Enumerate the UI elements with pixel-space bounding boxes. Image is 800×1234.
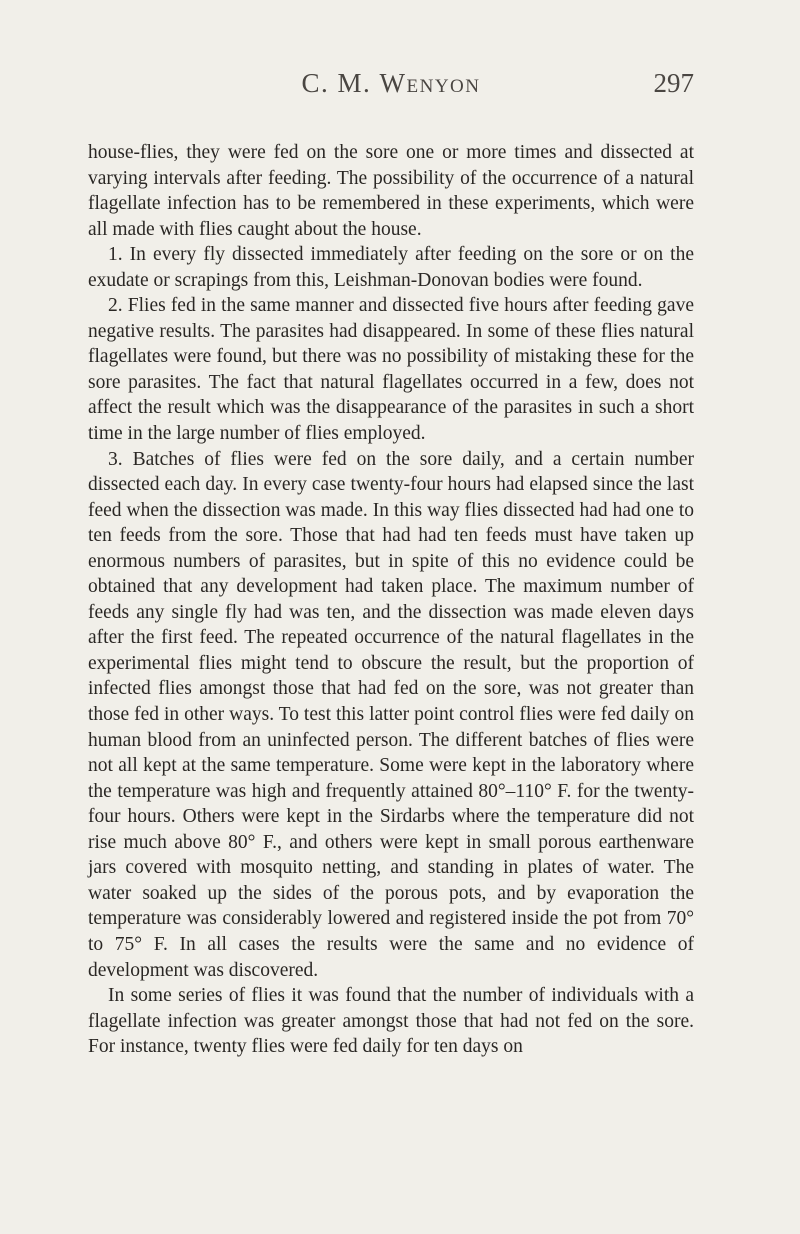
body-text xyxy=(88,140,694,1060)
paragraph: 3. Batches of flies were fed on the sore daily, and a certain number dissected each day. In every case twenty-four hours had elapsed since the last feed when the dissection was made. In this way flies dissected had had one to ten feeds from the sore. Those that had had ten feeds must have taken up enormous numbers of parasites, but in spite of this no evidence could be obtained that any development had taken place. The maximum number of feeds any single fly had was ten, and the dissection was made eleven days after the first feed. The repeated occurrence of the natural flagellates in the experimental flies might tend to obscure the result, but the proportion of infected flies amongst those that had fed on the sore, was not greater than those fed in other ways. To test this latter point control flies were fed daily on human blood from an uninfected person. The different batches of flies were not all kept at the same temperature. Some were kept in the laboratory where the temperature was high and frequently attained 80°–110° F. for the twenty-four hours. Others were kept in the Sirdarbs where the temperature did not rise much above 80° F., and others were kept in small porous earthenware jars covered with mosquito netting, and standing in plates of water. The water soaked up the sides of the porous pots, and by evaporation the temperature was considerably lowered and registered inside the pot from 70° to 75° F. In all cases the results were the same and no evidence of development was discovered. xyxy=(88,448,694,981)
author-surname: Wenyon xyxy=(379,68,481,98)
paragraph: 1. In every fly dissected immediately after feeding on the sore or on the exudate or scrapings from this, Leishman-Donovan bodies were found. xyxy=(88,244,694,291)
author-initials: C. M. xyxy=(301,68,372,98)
paragraph: house-flies, they were fed on the sore one or more times and dissected at varying intervals after feeding. The possibility of the occurrence of a natural flagellate infection has to be remembered in these experiments, which were all made with flies caught about the house. xyxy=(88,142,694,240)
page-number: 297 xyxy=(653,68,694,98)
running-head xyxy=(88,68,694,108)
paragraph: 2. Flies fed in the same manner and dissected five hours after feeding gave negative results. The parasites had disappeared. In some of these flies natural flagellates were found, but there was no possibility of mistaking these for the sore parasites. The fact that natural flagellates occurred in a few, does not affect the result which was the disappearance of the parasites in such a short time in the large number of flies employed. xyxy=(88,295,694,445)
author-name xyxy=(88,68,694,99)
paragraph: In some series of flies it was found that the number of individuals with a flagellate infection was greater amongst those that had not fed on the sore. For instance, twenty flies were fed daily for ten days on xyxy=(88,985,694,1058)
